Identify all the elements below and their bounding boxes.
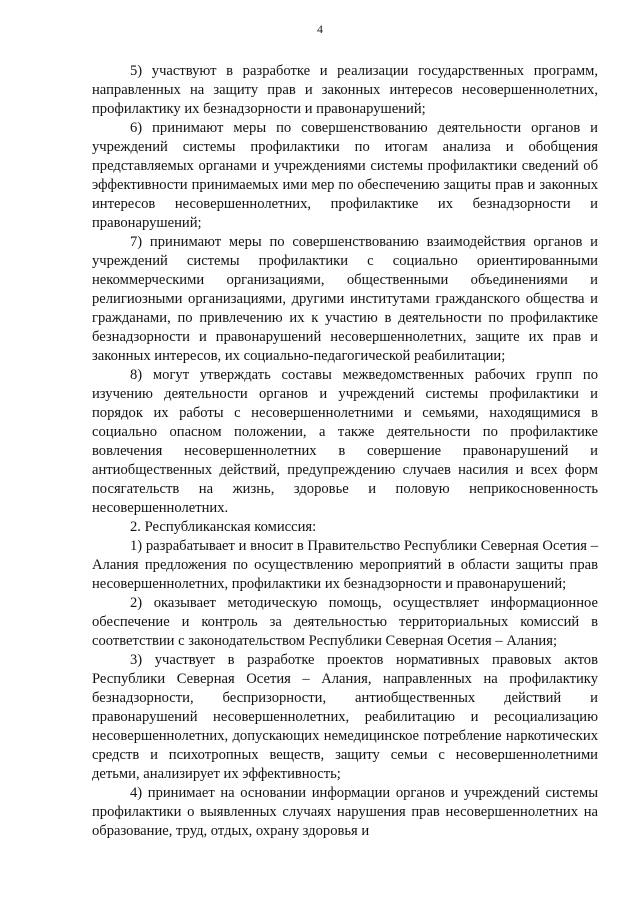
page-number: 4 — [317, 22, 323, 36]
commission-item-4: 4) принимает на основании информации органов и учреждений системы профилактики о выявленных случаях нарушения прав несовершеннолетних на образование, труд, отдых, охрану здоровья и — [92, 785, 598, 839]
commission-item-1: 1) разрабатывает и вносит в Правительство Республики Северная Осетия – Алания предложения по осуществлению мероприятий в области защиты прав несовершеннолетних, профилактики их безнадзорности и правонарушений; — [92, 538, 598, 592]
commission-item-3: 3) участвует в разработке проектов нормативных правовых актов Республики Северная Осетия – Алания, направленных на профилактику безнадзорности, беспризорности, антиобщественных действий и правонарушений несовершеннолетних, реабилитацию и ресоциализацию несовершеннолетних, допускающих немедицинское потребление наркотических средств и психотропных веществ, защиту семьи с несовершеннолетними детьми, анализирует их эффективность; — [92, 652, 598, 782]
section-heading-republican-commission: 2. Республиканская комиссия: — [130, 519, 317, 535]
paragraph-item-5: 5) участвуют в разработке и реализации государственных программ, направленных на защиту прав и законных интересов несовершеннолетних, профилактику их безнадзорности и правонарушений; — [92, 63, 598, 117]
paragraph-item-8: 8) могут утверждать составы межведомственных рабочих групп по изучению деятельности органов и учреждений системы профилактики и порядок их работы с несовершеннолетними и семьями, находящимися в социально опасном положении, а также деятельности по профилактике вовлечения несовершеннолетних в совершение правонарушений и антиобщественных действий, предупреждению случаев насилия и всех форм посягательств на жизнь, здоровье и половую неприкосновенность несовершеннолетних. — [92, 367, 598, 516]
document-body — [92, 62, 598, 841]
paragraph-item-6: 6) принимают меры по совершенствованию деятельности органов и учреждений системы профилактики по итогам анализа и обобщения представляемых органами и учреждениями системы профилактики сведений об эффективности принимаемых ими мер по обеспечению защиты прав и законных интересов несовершеннолетних, профилактике их безнадзорности и правонарушений; — [92, 120, 598, 231]
commission-item-2: 2) оказывает методическую помощь, осуществляет информационное обеспечение и контроль за деятельностью территориальных комиссий в соответствии с законодательством Республики Северная Осетия – Алания; — [92, 595, 598, 649]
paragraph-item-7: 7) принимают меры по совершенствованию взаимодействия органов и учреждений системы профилактики с социально ориентированными некоммерческими организациями, общественными объединениями и религиозными организациями, другими институтами гражданского общества и гражданами, по привлечению их к участию в деятельности по профилактике безнадзорности и правонарушений несовершеннолетних, защите их прав и законных интересов, их социально-педагогической реабилитации; — [92, 234, 598, 364]
